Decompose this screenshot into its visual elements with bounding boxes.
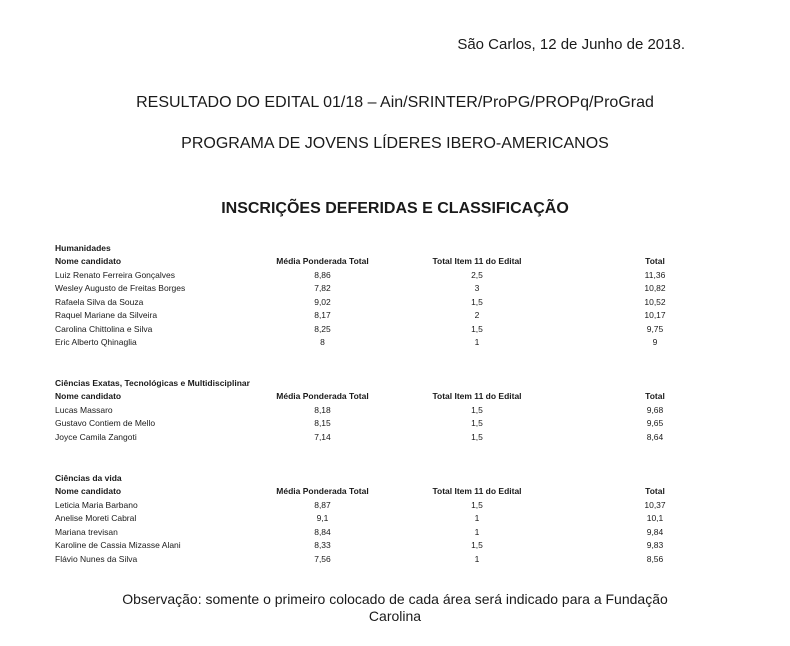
candidate-item: 2 [474,310,480,320]
candidate-item: 1 [474,337,480,347]
section-ciencias-da-vida [55,472,695,566]
candidate-media: 8,15 [314,418,331,428]
table-row [55,269,695,283]
candidate-item: 1,5 [471,323,483,334]
candidate-total: 10,1 [646,513,664,523]
candidate-media: 8,18 [314,404,331,415]
table-row [55,539,695,553]
section-title: Ciências Exatas, Tecnológicas e Multidisciplinar [55,378,250,388]
column-header-item: Total Item 11 do Edital [432,256,522,266]
candidate-media: 8,17 [314,310,331,320]
edital-title: RESULTADO DO EDITAL 01/18 – Ain/SRINTER/ProPG/PROPq/ProGrad [136,94,654,111]
section-title: Humanidades [55,243,111,253]
candidate-media: 8,86 [314,269,331,280]
candidate-total: 9,84 [646,526,664,537]
candidate-total: 9,75 [646,323,664,334]
column-header-item: Total Item 11 do Edital [432,391,522,401]
candidate-item: 1,5 [471,499,483,510]
candidate-media: 8,25 [314,323,331,334]
column-header-media: Média Ponderada Total [276,486,369,496]
observation-line-2: Carolina [368,608,422,624]
candidate-name: Karoline de Cassia Mizasse Alani [55,540,181,550]
candidate-name: Wesley Augusto de Freitas Borges [55,283,186,293]
candidate-total: 10,17 [644,310,666,320]
table-row [55,417,695,431]
candidate-name: Leticia Maria Barbano [55,499,138,510]
document-date: São Carlos, 12 de Junho de 2018. [457,36,685,53]
section-humanidades [55,242,695,350]
column-header-total: Total [645,391,665,401]
candidate-name: Lucas Massaro [55,404,113,415]
candidate-item: 1 [474,553,480,564]
column-header-media: Média Ponderada Total [276,391,369,401]
candidate-name: Joyce Camila Zangoti [55,431,137,442]
candidate-media: 9,1 [316,513,329,523]
candidate-name: Luiz Renato Ferreira Gonçalves [55,269,176,280]
column-header-name: Nome candidato [55,391,122,401]
column-header-media: Média Ponderada Total [276,256,369,266]
candidate-item: 2,5 [471,269,483,280]
candidate-media: 7,56 [314,553,331,564]
candidate-media: 8 [320,337,325,347]
candidate-item: 1,5 [471,404,483,415]
candidate-name: Rafaela Silva da Souza [55,296,144,307]
observation-note [0,591,790,625]
candidate-item: 1,5 [471,418,483,428]
table-row [55,404,695,418]
table-row [55,309,695,323]
candidate-item: 1 [474,526,480,537]
candidate-name: Carolina Chittolina e Silva [55,323,153,334]
program-title: PROGRAMA DE JOVENS LÍDERES IBERO-AMERICANOS [181,135,609,152]
candidate-item: 1,5 [471,431,483,442]
results-heading: INSCRIÇÕES DEFERIDAS E CLASSIFICAÇÃO [221,200,569,217]
candidate-media: 7,82 [314,283,331,293]
candidate-media: 8,84 [314,526,331,537]
table-header-row [55,485,695,499]
candidate-item: 1 [474,513,480,523]
candidate-media: 9,02 [314,296,331,307]
column-header-name: Nome candidato [55,486,122,496]
column-header-name: Nome candidato [55,256,122,266]
table-row [55,512,695,526]
candidate-total: 9 [652,337,658,347]
candidate-item: 3 [474,283,480,293]
candidate-media: 8,33 [314,540,331,550]
section-ciencias-exatas [55,377,695,444]
table-row [55,526,695,540]
candidate-total: 10,82 [644,283,666,293]
candidate-name: Mariana trevisan [55,526,118,537]
column-header-total: Total [645,256,665,266]
candidate-total: 8,56 [646,553,664,564]
candidate-total: 9,83 [646,540,664,550]
table-row [55,296,695,310]
candidate-item: 1,5 [471,296,483,307]
candidate-total: 10,37 [644,499,666,510]
candidate-total: 8,64 [646,431,664,442]
candidate-total: 11,36 [644,269,666,280]
table-row [55,431,695,445]
candidate-item: 1,5 [471,540,483,550]
candidate-media: 7,14 [314,431,331,442]
candidate-media: 8,87 [314,499,331,510]
table-row [55,323,695,337]
candidate-total: 9,68 [646,404,664,415]
column-header-item: Total Item 11 do Edital [432,486,522,496]
candidate-name: Anelise Moreti Cabral [55,513,137,523]
table-row [55,499,695,513]
observation-line-1: Observação: somente o primeiro colocado de cada área será indicado para a Fundação [122,591,668,607]
table-row [55,336,695,350]
candidate-name: Eric Alberto Qhinaglia [55,337,137,347]
table-row [55,282,695,296]
candidate-total: 10,52 [644,296,666,307]
table-row [55,553,695,567]
table-header-row [55,390,695,404]
column-header-total: Total [645,486,665,496]
candidate-name: Flávio Nunes da Silva [55,553,138,564]
candidate-total: 9,65 [646,418,664,428]
table-header-row [55,255,695,269]
section-title: Ciências da vida [55,473,122,483]
candidate-name: Raquel Mariane da Silveira [55,310,158,320]
candidate-name: Gustavo Contiem de Mello [55,418,156,428]
